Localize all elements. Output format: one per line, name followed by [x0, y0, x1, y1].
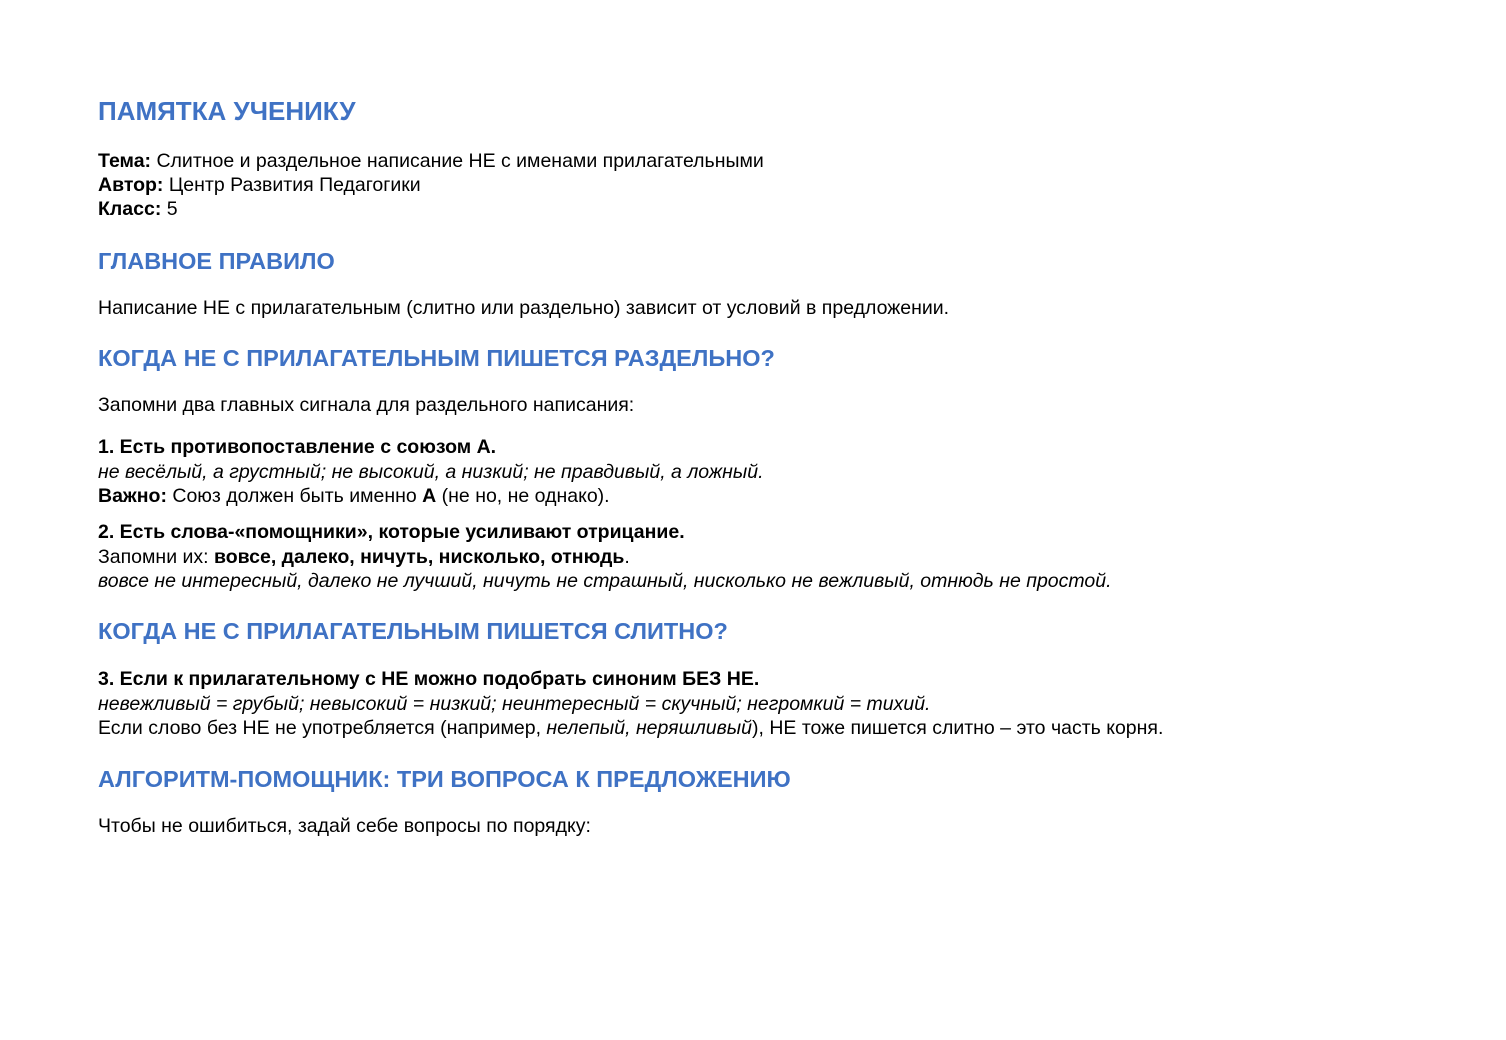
- main-rule-text: Написание НЕ с прилагательным (слитно или раздельно) зависит от условий в предложении.: [98, 297, 950, 319]
- rule1-examples: не весёлый, а грустный; не высокий, а низкий; не правдивый, а ложный.: [98, 461, 764, 483]
- rule3-note-end: ), НЕ тоже пишется слитно – это часть корня.: [751, 717, 1164, 739]
- separate-heading: КОГДА НЕ С ПРИЛАГАТЕЛЬНЫМ ПИШЕТСЯ РАЗДЕЛЬНО?: [98, 345, 775, 371]
- rule3-note: [98, 719, 1163, 739]
- rule2-words: вовсе, далеко, ничуть, нисколько, отнюдь: [214, 546, 625, 568]
- rule2-end: .: [624, 546, 630, 568]
- rule1-title: 1. Есть противопоставление с союзом А.: [98, 436, 497, 458]
- rule3-note-italic: нелепый, неряшливый: [546, 717, 752, 739]
- rule2-text: [98, 548, 630, 568]
- main-rule-heading: ГЛАВНОЕ ПРАВИЛО: [98, 248, 335, 274]
- rule1-note-label: Важно:: [98, 485, 167, 507]
- rule1-note-bold: А: [422, 485, 437, 507]
- topic-value: Слитное и раздельное написание НЕ с именами прилагательными: [151, 150, 764, 172]
- rule1-note-end: (не но, не однако).: [436, 485, 610, 507]
- meta-class: [98, 200, 178, 220]
- meta-topic: [98, 152, 764, 172]
- algorithm-heading: АЛГОРИТМ-ПОМОЩНИК: ТРИ ВОПРОСА К ПРЕДЛОЖЕНИЮ: [98, 766, 791, 792]
- rule3-note-start: Если слово без НЕ не употребляется (например,: [98, 717, 547, 739]
- rule1-note-text: Союз должен быть именно: [166, 485, 423, 507]
- topic-label: Тема:: [98, 150, 152, 172]
- together-heading: КОГДА НЕ С ПРИЛАГАТЕЛЬНЫМ ПИШЕТСЯ СЛИТНО?: [98, 618, 728, 644]
- rule3-examples: невежливый = грубый; невысокий = низкий; неинтересный = скучный; негромкий = тихий.: [98, 693, 931, 715]
- rule2-text-start: Запомни их:: [98, 546, 214, 568]
- author-label: Автор:: [98, 174, 164, 196]
- author-value: Центр Развития Педагогики: [163, 174, 421, 196]
- rule2-examples: вовсе не интересный, далеко не лучший, ничуть не страшный, нисколько не вежливый, отнюдь не простой.: [98, 570, 1112, 592]
- meta-author: [98, 176, 421, 196]
- algorithm-text: Чтобы не ошибиться, задай себе вопросы по порядку:: [98, 815, 591, 837]
- class-label: Класс:: [98, 198, 162, 220]
- rule2-title: 2. Есть слова-«помощники», которые усиливают отрицание.: [98, 521, 685, 543]
- page-title: ПАМЯТКА УЧЕНИКУ: [98, 96, 356, 126]
- rule3-title: 3. Если к прилагательному с НЕ можно подобрать синоним БЕЗ НЕ.: [98, 668, 760, 690]
- rule1-note: [98, 487, 610, 507]
- class-value: 5: [161, 198, 178, 220]
- separate-intro: Запомни два главных сигнала для раздельного написания:: [98, 394, 635, 416]
